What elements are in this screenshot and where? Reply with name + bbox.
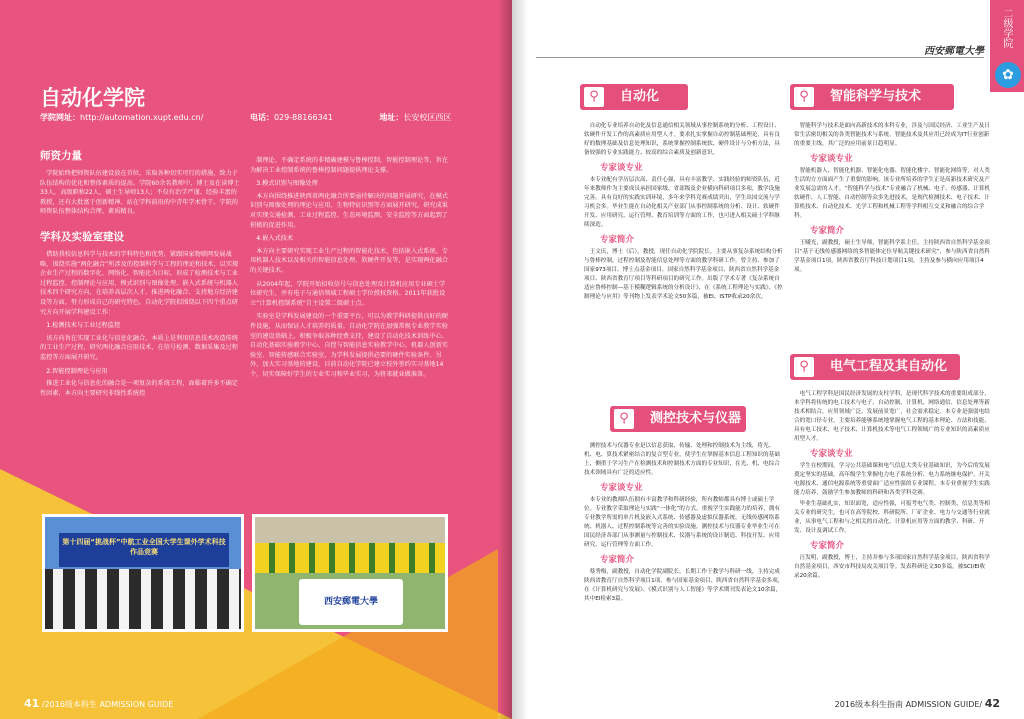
subheading: 4.嵌入式技术 — [256, 235, 294, 243]
major-body-measurement — [584, 442, 784, 606]
address-label: 地址： — [379, 113, 404, 122]
university-logo: 西安郵電大學 — [924, 46, 984, 57]
students-in-yellow — [255, 543, 445, 573]
subheading: 1.检测技术与工业过程监控 — [46, 322, 121, 330]
paragraph: 毕业生基础扎实，知识面宽，适应性强，可报考电气类、控制类、信息类等相关专业的研究生，也可在高等院校、科研院所、厂矿企业、电力与交通等行业就业，从事电气工程和与之相关的自动化、计算机应用等方面的教学、科研、开发、设计及调试工作。 — [794, 501, 990, 534]
major-header-automation — [580, 84, 688, 110]
left-column-1 — [40, 150, 240, 402]
paragraph: 电气工程学科是国民经济发展的支柱学科，是现代科学技术的重要组成部分，本学科将传统的电工技术与电子、自动控制、计算机、网络通信、信息处理等新技术相结合，应用领域广泛，发展前景宽广，社会需求稳定。本专业是强弱电结合的宽口径专业，主要培养能够系统地掌握电气工程的基本理论、方法和技能，具有电工技术、电子技术、计算机技术等电气工程领域广的专业知识的高素质应用型人才。 — [794, 391, 990, 442]
team-photo — [252, 514, 448, 632]
bookmark-icon[interactable]: ✿ — [995, 62, 1021, 88]
paragraph: 本专业的教师队伍拥有丰富教学和科研经验，所有教师都具有博士或硕士学位。专业教学采取理论与实践“一体化”的方式，重视学生实践能力的培养，拥有专业教学所需的单片机及嵌入式系统、传感器及虚拟仪器系统、无线传感网络系统、机器人、过程控制系统等完善的实验设施。测控技术与仪器专业毕业生可在国民经济各部门从事测量与控制技术、仪器与系统的设计制造、科技开发、应用研究、运行管理等方面工作。 — [584, 497, 780, 548]
left-footer — [24, 697, 173, 710]
page-fold-shadow — [512, 0, 528, 719]
paragraph: 学生在校期间，学习公共基础课和电气信息大类专业基础知识，为今后的发展奠定坚实的基础，高年级学生掌握电力电子系统分析、电力系统继电保护、开关电源技术、通信电源系统等重要面广适应性强的专业课程。本专业重视学生实践能力培养，鼓励学生参加教师的科研和各类学科竞赛。 — [794, 463, 990, 496]
paragraph: 从2004年起，学院开始招收信号与信息处理及计算机应用专业硕士学位研究生，并有电子与通信领域工程硕士学位授权资格。2011年获批设立“计算机控制系统”自主设置二级硕士点。 — [250, 280, 446, 307]
major-header-measurement — [610, 406, 746, 432]
subheading: 专家简介 — [600, 235, 635, 245]
footer-text: 2016级本科生指南 ADMISSION GUIDE/ — [834, 700, 983, 709]
paragraph: 该方向旨在实现工业化与信息化融合，本质上是利用信息技术改造传统的工业生产过程，研究两化融合应用技术，在信号检测、数据采集及过程监控等方面展开研究。 — [40, 334, 238, 361]
university-flag: 西安郵電大學 — [299, 579, 403, 625]
paragraph: 王曦光，副教授，硕士生导师，智能科学系主任，主持陕西省自然科学基金项目“基于无线传感器网络的多智能体定位导航关键技术研究”，参与陕西省自然科学基金项目1项，陕西省教育厅科技计划项目1项，主持及参与横向应用项目4项。 — [794, 240, 990, 273]
paragraph: 制理论、不确定系统的非精确建模与鲁棒控制，智能控制理论等，旨在为解决工业控制系统的鲁棒控制问题提供理论支撑。 — [250, 157, 448, 174]
subheading: 专家谈专业 — [810, 449, 853, 459]
phone-label: 电话： — [249, 113, 274, 122]
section-heading-discipline: 学科及实验室建设 — [40, 230, 124, 243]
college-contact — [40, 112, 495, 123]
subheading: 专家谈专业 — [600, 163, 643, 173]
subheading: 专家谈专业 — [600, 483, 643, 493]
paragraph: 智能机器人、智能化机器、智能化电器、智能化楼宇、智能化网络等，对人类生活的方方面面产生了重要的影响。该专业所培养的学生正是高新技术研究及产业发展急需的人才。“智能科学与技术”专业融合了机械、电子、传感器、计算机软硬件、人工智能、自动控制等众多先进技术，是现代检测技术、电子技术、计算机技术、自动化技术、光学工程和机械工程等学科相互交叉和融合的综合学科。 — [794, 168, 990, 219]
subheading: 专家简介 — [810, 541, 845, 551]
subheading: 专家简介 — [810, 226, 845, 236]
paragraph: 蔡秀梅，副教授，自动化学院副院长，长期工作于教学与科研一线，主持完成陕西省教育厅自然科学项目1项，参与国家基金项目、陕西省自然科学基金多项，在《计算机研究与发展》、《模式识别与人工智能》等学术期刊发表论文10余篇，其中EI检索3篇。 — [584, 569, 784, 602]
search-icon: ⚲ — [794, 87, 814, 107]
right-footer — [835, 697, 1000, 710]
paragraph: 本专业配有学历层次高、责任心强，具有丰富教学、实践经验的师资队伍，近年来教师作为主要成员承担国家级、省部级及企业横向科研项目多项，教学设施完善。具有良好的实践实训环境，多年来学科竞赛成绩突出，学生出国交流与学习机会多。毕业生能在自动化相关产业部门从事控制系统的分析、设计、软硬件开发、应用研究、运行管理、教育培训等方面的工作，也可进入相关硕士学科继续深造。 — [584, 177, 780, 228]
students-group — [45, 569, 241, 629]
major-header-electrical — [790, 354, 960, 380]
website-link[interactable]: http://automation.xupt.edu.cn/ — [80, 113, 204, 122]
paragraph: 学院始终把师资队伍建设放在首位，采取各种切实可行的措施，致力于队伍结构的优化和整体素质的提高。学院60余名教师中，博士及在读博士33人，高级职称22人，硕士生导师13人；不仅有治学严谨、经验丰富的教授，还有大批富于创新精神、站在学科前沿的中青年学术骨干。学院的师资队伍整体结构合理、素质精良。 — [40, 170, 240, 216]
major-title: 自动化 — [620, 89, 660, 104]
major-title: 电气工程及其自动化 — [830, 359, 948, 374]
major-body-automation — [584, 122, 784, 304]
paragraph: 借助我校信息科学与技术的学科特色和优势，紧跟国家物联网发展战略，围绕实施“两化融合”所涉及的控制科学与工程的理论和技术，以实现企业生产过程的数字化、网络化、智能化为目标，形成了检测技术与工业过程监控、控制理论与应用、模式识别与图像处理、嵌入式系统与机器人技术四个研究方向，在培养高层次人才、推进两化融合、支持地方经济建设等方面，努力形成自己的研究特色。自动化学院拟围绕以下四个重点研究方向开展学科建设工作： — [40, 250, 239, 316]
address: 长安校区西区 — [403, 113, 452, 122]
page-fold-shadow — [498, 0, 512, 719]
major-header-intelligent — [790, 84, 954, 110]
search-icon: ⚲ — [584, 87, 604, 107]
subheading: 3.模式识别与图像处理 — [256, 180, 318, 188]
paragraph: 智能科学与技术是面向高新技术的本科专业，涉及与国民经济、工业生产及日常生活密切相关的各类智能技术与系统。智能技术及其应用已经成为IT行业创新的重要主线，其广泛的应用前景日趋明显。 — [794, 123, 990, 147]
subheading: 专家简介 — [600, 555, 635, 565]
subheading: 专家谈专业 — [810, 154, 853, 164]
search-icon: ⚲ — [614, 409, 634, 429]
paragraph: 王文庆，博士（后），教授，现任自动化学院院长。主要从事复杂系统结构分析与鲁棒控制，过程控制及智能信息处理等方面的教学科研工作。曾主持、参加了国家973项目、博士点基金项目、国家自然科学基金项目、陕西省自然科学基金项目、陕西省教育厅项目等科研项目的研究工作。出版了学术专著《复杂系统自适应鲁棒控制—基于模糊逻辑系统的分析设计》、在《系统工程理论与实践》、《控制理论与应用》等刊物上发表学术论文50多篇，被EI、ISTP收录20余次。 — [584, 249, 783, 300]
website-label: 学院网址： — [40, 113, 80, 122]
college-title: 自动化学院 — [40, 85, 145, 110]
header-rule — [536, 57, 984, 58]
page-number: 42 — [984, 697, 1000, 710]
competition-photo — [42, 514, 244, 632]
major-body-intelligent — [794, 122, 990, 277]
left-column-2 — [250, 156, 450, 383]
right-page — [512, 0, 1024, 719]
paragraph: 本方向围绕推进陕西省两化融合所要亟待解决的问题开展研究，在模式识别与图像处理的理论与应用、生物特征识别等方面展开研究，研究成果对实现交通检测、工业过程监控、生态环境监测、安全监控等方面起到了积极的促进作用。 — [250, 192, 448, 229]
section-heading-faculty: 师资力量 — [40, 150, 82, 162]
competition-banner: 第十四届“挑战杯”中航工业全国大学生课外学术科技作品竞赛 — [59, 533, 229, 567]
major-title: 测控技术与仪器 — [650, 411, 742, 426]
paragraph: 本方向主要研究实现工业生产过程的智能化技术，包括嵌入式系统、专用机器人技术以及相关的智能信息处理、软硬件开发等，是实现两化融合的关键技术。 — [250, 247, 448, 274]
paragraph: 测控技术与仪器专业是以信息获取、传输、处理和控制技术为主线，将光、机、电、算技术紧密结合的复合型专业，使学生在掌握基本信息工程知识的基础上，侧重于学习生产在检测技术和控制技术方面的专业知识，在光、机、电综合技术领域具有广泛的适应性。 — [584, 443, 780, 476]
major-body-electrical — [794, 390, 990, 583]
phone-number: 029-88166341 — [273, 113, 333, 122]
major-title: 智能科学与技术 — [830, 89, 922, 104]
paragraph: 推进工业化与信息化的融合是一项复杂的系统工程，面临着许多不确定性因素，本方向主要研究非线性系统控 — [40, 380, 238, 397]
paragraph: 实验室是学科发展建设的一个重要平台，可以为教学科研提供良好的硬件设施，从而保证人才培养的质量。自动化学院在加强常规专业教学实验室的建设基础上，积极争取各种经费支持，建设了自动化技术训练中心、自动化基础实验教学中心、自控与智能信息实验教学中心、机器人创新实验室、智能传感联合实验室，为学科发展提供必要的硬件实验条件。另外，加大实习基地的建设，目前自动化学院已建立校外签约实习基地14个，切实保障好学生的专业实习和毕业实习，为将来就业做准备。 — [250, 313, 448, 378]
section-tab[interactable]: 二级学院 — [990, 0, 1024, 92]
search-icon: ⚲ — [794, 357, 814, 377]
paragraph: 汪发明，副教授，博士，主持并参与多项国家自然科学基金项目，陕西省科学自然基金项目，西安市科技局攻关项目等。发表科研论文30多篇，被SCI/EI收录20余篇。 — [794, 555, 990, 579]
page-number: 41 — [24, 697, 40, 710]
paragraph: 自动化专业培养自动化及信息通信相关领域从事控制系统的分析、工程设计、软硬件开发工作的高素质应用型人才。要求扎实掌握自动控制基础理论，具有良好的数理基础及信息处理知识，系统掌握控制系统软、硬件设计与分析方法，具备较强的专业实践能力、较高的综合素质及创新意识。 — [584, 123, 780, 156]
footer-text: /2016级本科生 ADMISSION GUIDE — [41, 700, 174, 709]
subheading: 2.智能控制理论与应用 — [46, 367, 108, 375]
